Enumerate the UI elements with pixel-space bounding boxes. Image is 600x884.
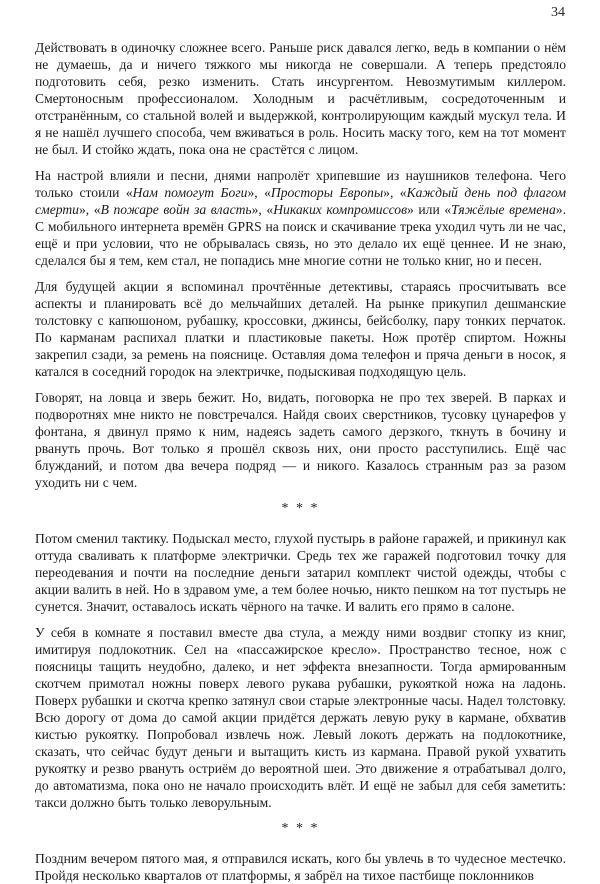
song-title-text: Никаких компромиссов [273,202,408,217]
paragraph-text: », « [383,185,407,200]
paragraph-text: Действовать в одиночку сложнее всего. Раньше риск давался легко, ведь в компании о нём не думаешь, да и ничего тяжкого мы никогда не совершали. А теперь предстояло подготовить себя, резко изменить. Стать инсургентом. Невозмутимым киллером. Смертоносным профессионалом. Холодным и расчётливым, сосредоточенным и отстранённым, со стальной волей и выдержкой, контролирующим каждый мускул тела. И я не нашёл лучшего способа, чем вживаться в роль. Носить маску того, кем на тот момент не был. И стойко ждать, пока она не срастётся с лицом. [35,40,566,157]
page-content [35,39,566,884]
section-separator: * * * [281,821,320,836]
song-title-text: Просторы Европы [270,185,384,200]
paragraph [35,167,566,269]
song-title-text: Нам помогут Боги [132,185,248,200]
paragraph-text: Потом сменил тактику. Подыскал место, глухой пустырь в районе гаражей, и прикинул как оттуда сваливать к платформе электрички. Средь тех же гаражей подготовил точку для переодевания и почти на последние деньги затарил комплект чистой одежды, чтобы с акции валить в ней. Но в здравом уме, а тем более ночью, никто пешком на тот пустырь не сунется. Значит, оставалось искать чёрного на тачке. И валить его прямо в салоне. [35,531,566,614]
paragraph [35,278,566,380]
paragraph [35,39,566,158]
paragraph-text: », « [251,202,274,217]
paragraph [35,530,566,615]
paragraph [35,389,566,491]
song-title-text: Каждый день под флагом смерти [35,185,567,217]
section-separator: * * * [281,501,320,516]
paragraph [35,850,566,884]
paragraph-text: » или « [407,202,452,217]
paragraph-text: На настрой влияли и песни, днями напролёт хрипевшие из наушников телефона. Чего только стоили « [35,168,566,200]
paragraph-text: ». С мобильного интернета времён GPRS на поиск и скачивание трека уходил чуть ли не час, ещё и при условии, что не обрывалась связь, но это делало их ещё ценнее. И не знаю, сделался бы я тем, кем стал, не попадись мне многие сотни не только книг, но и песен. [35,202,566,268]
paragraph-text: Поздним вечером пятого мая, я отправился искать, кого бы увлечь в то чудесное местечко. Пройдя несколько кварталов от платформы, я забрёл на тихое пастбище поклонников [35,851,566,883]
song-title-text: В пожаре войн за власть [100,202,252,217]
song-title-text: Тяжёлые времена [451,202,556,217]
page-number: 34 [551,5,565,20]
paragraph-text: », « [78,202,101,217]
paragraph [35,624,566,811]
paragraph-text: Говорят, на ловца и зверь бежит. Но, видать, поговорка не про тех зверей. В парках и подворотнях мне никто не повстречался. Найдя своих сверстников, тусовку цунарефов у фонтана, я двинул прямо к ним, надеясь задеть самого дерзкого, ткнуть в бочину и рвануть прочь. Вот только я прошёл сквозь них, они просто расступились. Ещё час блужданий, и потом два вечера подряд — и никого. Казалось странным раз за разом уходить ни с чем. [35,390,566,490]
paragraph-text: У себя в комнате я поставил вместе два стула, а между ними воздвиг стопку из книг, имитируя подлокотник. Сел на «пассажирское кресло». Пространство тесное, нож с поясницы тащить неудобно, далеко, и нет эффекта внезапности. Тогда армированным скотчем примотал ножны поверх левого рукава рубашки, рукояткой ножа на ладонь. Поверх рубашки и скотча крепко затянул свои старые электронные часы. Надел толстовку. Всю дорогу от дома до самой акции придётся держать левую руку в кармане, обхватив кистью рукоятку. Попробовал извлечь нож. Левый локоть держать на подлокотнике, сказать, что сейчас будут деньги и вытащить кисть из кармана. Правой рукой ухватить рукоятку и резво рвануть остриём до вероятной шеи. Это движение я отрабатывал долго, до автоматизма, пока оно не начало происходить влёт. И ещё не забыл для себя заметить: такси должно быть только леворульным. [35,625,566,810]
paragraph-text: », « [247,185,271,200]
paragraph-text: Для будущей акции я вспоминал прочтённые детективы, стараясь просчитывать все аспекты и планировать всё до мельчайших деталей. На рынке прикупил дешманские толстовку с капюшоном, рубашку, кроссовки, джинсы, бейсболку, пару тонких перчаток. По карманам распихал платки и пластиковые пакеты. Нож протёр спиртом. Ножны закрепил сзади, за ремень на пояснице. Оставляя дома телефон и пряча деньги в носок, я катался в соседний городок на электричке, подыскивая подходящую цель. [35,279,566,379]
